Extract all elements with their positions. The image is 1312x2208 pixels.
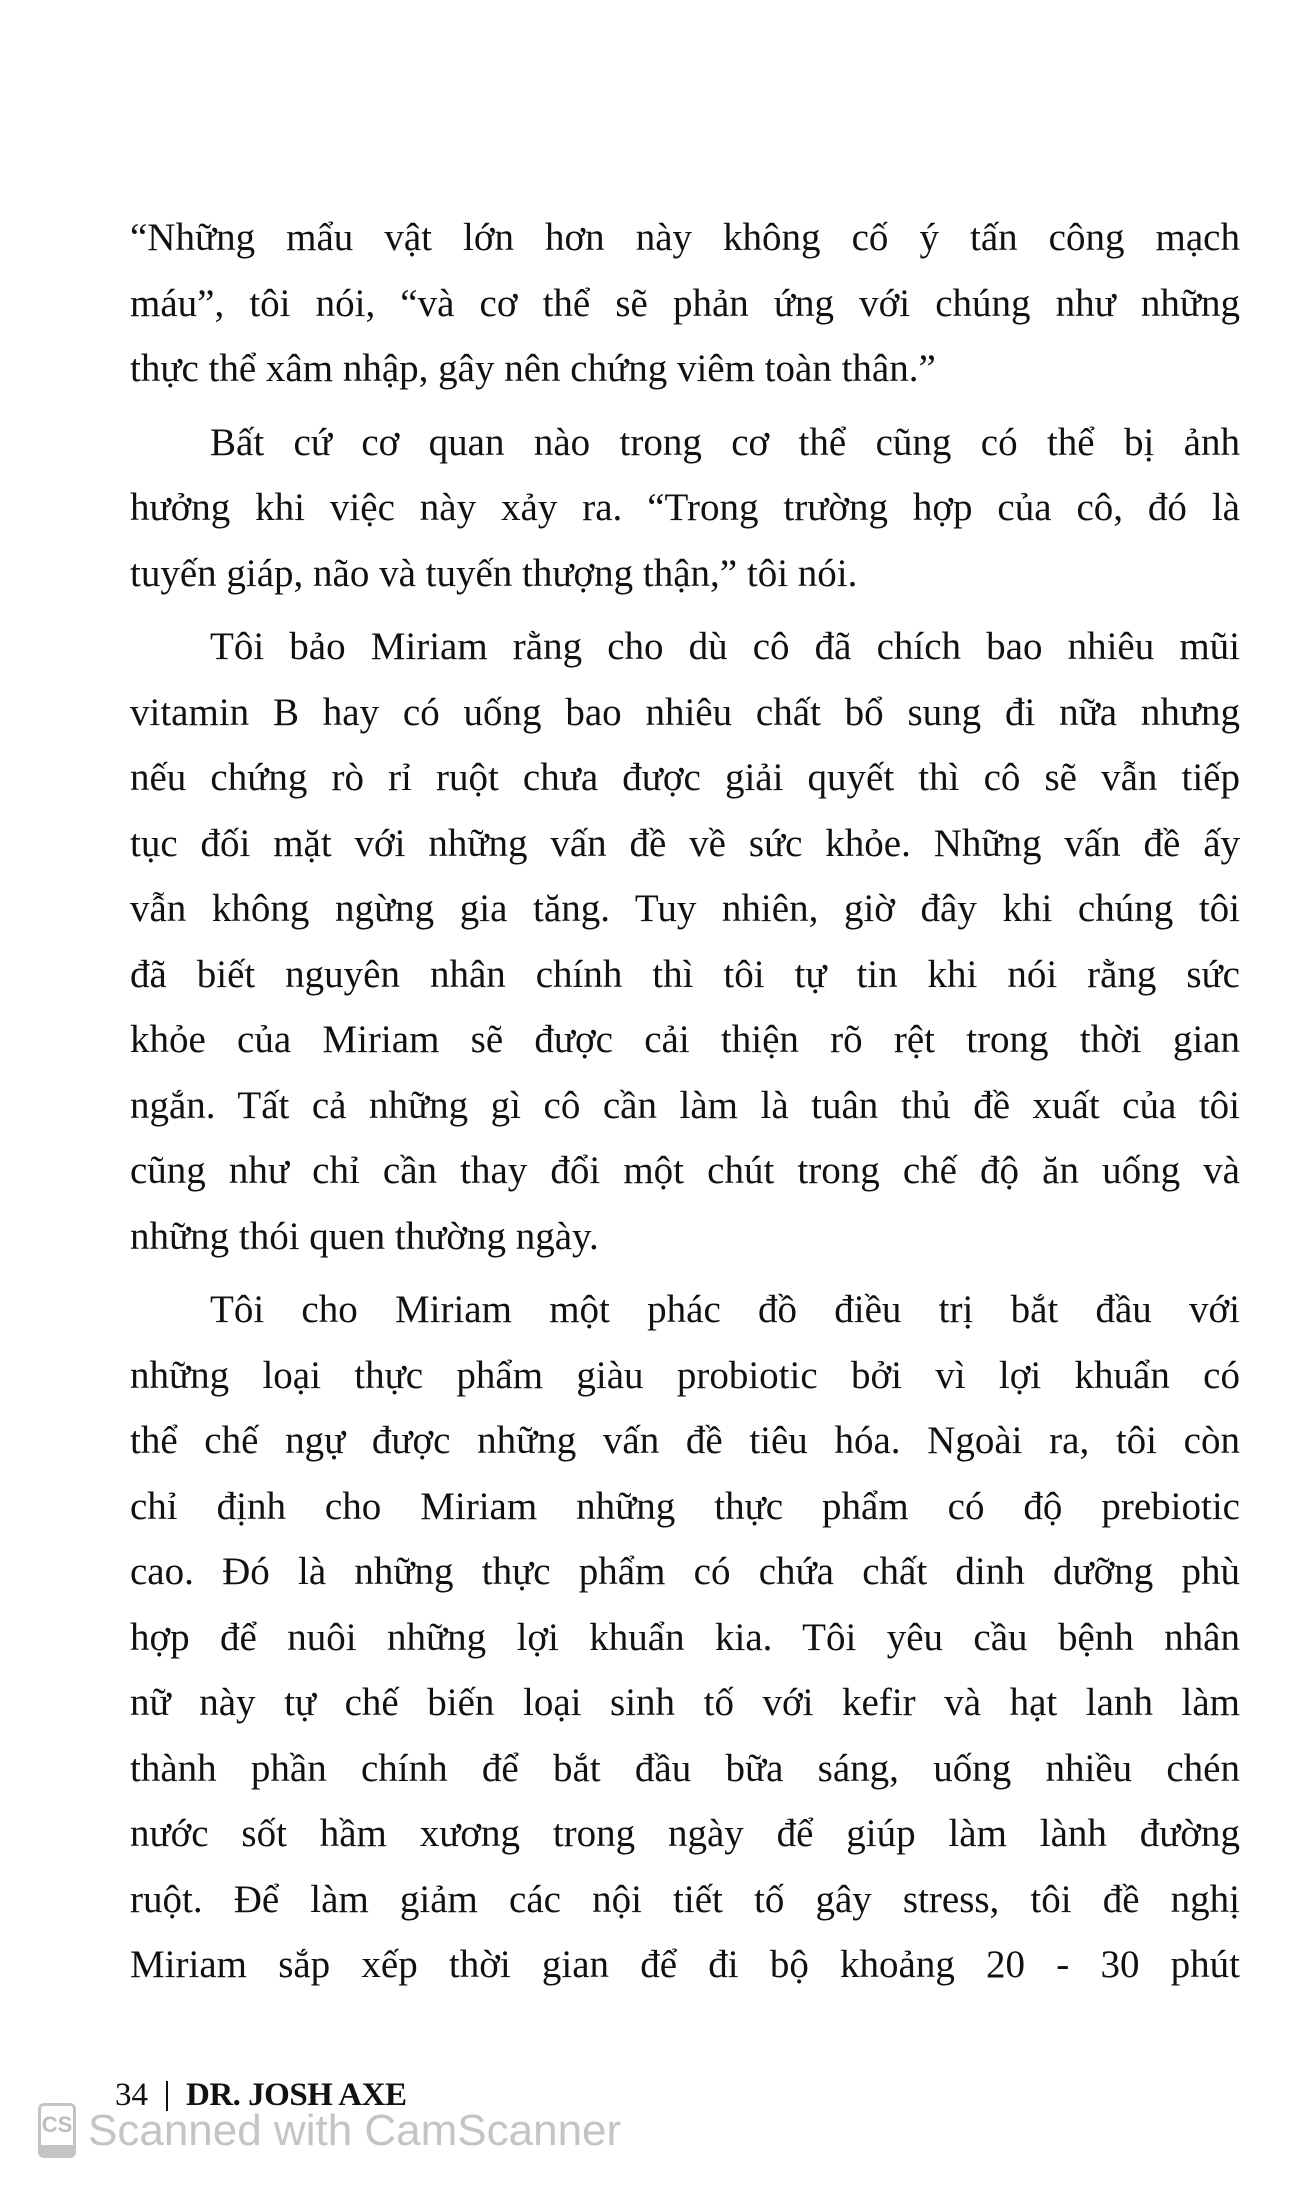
text-line: hưởng khi việc này xảy ra. “Trong trường hợp của cô, đó là xyxy=(130,486,1240,529)
text-line: nếu chứng rò rỉ ruột chưa được giải quyết thì cô sẽ vẫn tiếp xyxy=(130,756,1240,799)
text-line: những thói quen thường ngày. xyxy=(130,1214,599,1258)
text-line: cũng như chỉ cần thay đổi một chút trong chế độ ăn uống và xyxy=(130,1149,1240,1192)
text-line: Tôi cho Miriam một phác đồ điều trị bắt đầu với xyxy=(210,1288,1240,1331)
camscanner-logo-icon: CS xyxy=(38,2103,76,2158)
paragraph xyxy=(130,410,1240,607)
text-line: máu”, tôi nói, “và cơ thể sẽ phản ứng với chúng như những xyxy=(130,281,1240,325)
text-line: thành phần chính để bắt đầu bữa sáng, uống nhiều chén xyxy=(130,1746,1240,1790)
running-head-author: DR. JOSH AXE xyxy=(186,2077,407,2113)
text-line: thể chế ngự được những vấn đề tiêu hóa. Ngoài ra, tôi còn xyxy=(130,1419,1240,1462)
paragraph xyxy=(130,205,1240,402)
page-number: 34 xyxy=(115,2077,148,2113)
text-line: đã biết nguyên nhân chính thì tôi tự tin khi nói rằng sức xyxy=(130,952,1240,996)
text-line: chỉ định cho Miriam những thực phẩm có độ prebiotic xyxy=(130,1484,1240,1528)
text-line: những loại thực phẩm giàu probiotic bởi vì lợi khuẩn có xyxy=(130,1353,1240,1397)
text-line: ngắn. Tất cả những gì cô cần làm là tuân thủ đề xuất của tôi xyxy=(130,1083,1240,1127)
watermark-text: Scanned with CamScanner xyxy=(88,2105,622,2155)
text-line: Miriam sắp xếp thời gian để đi bộ khoảng 20 - 30 phút xyxy=(130,1943,1240,1986)
text-line: vẫn không ngừng gia tăng. Tuy nhiên, giờ đây khi chúng tôi xyxy=(130,887,1240,930)
text-line: hợp để nuôi những lợi khuẩn kia. Tôi yêu cầu bệnh nhân xyxy=(130,1615,1240,1659)
text-line: tuyến giáp, não và tuyến thượng thận,” tôi nói. xyxy=(130,551,858,595)
text-line: tục đối mặt với những vấn đề về sức khỏe. Những vấn đề ấy xyxy=(130,821,1240,865)
text-line: ruột. Để làm giảm các nội tiết tố gây stress, tôi đề nghị xyxy=(130,1877,1240,1921)
text-line: vitamin B hay có uống bao nhiêu chất bổ sung đi nữa nhưng xyxy=(130,690,1240,734)
text-line: “Những mẩu vật lớn hơn này không cố ý tấn công mạch xyxy=(130,216,1240,259)
text-line: thực thể xâm nhập, gây nên chứng viêm toàn thân.” xyxy=(130,347,936,390)
camscanner-watermark xyxy=(38,2103,621,2158)
text-line: Bất cứ cơ quan nào trong cơ thể cũng có thể bị ảnh xyxy=(210,420,1240,464)
paragraph xyxy=(130,614,1240,1269)
text-line: cao. Đó là những thực phẩm có chứa chất dinh dưỡng phù xyxy=(130,1550,1240,1593)
book-page-body xyxy=(130,205,1240,2006)
text-line: nước sốt hầm xương trong ngày để giúp làm lành đường xyxy=(130,1812,1240,1855)
text-line: nữ này tự chế biến loại sinh tố với kefir và hạt lanh làm xyxy=(130,1681,1240,1724)
text-line: khỏe của Miriam sẽ được cải thiện rõ rệt trong thời gian xyxy=(130,1018,1240,1061)
paragraph xyxy=(130,1277,1240,1998)
text-line: Tôi bảo Miriam rằng cho dù cô đã chích bao nhiêu mũi xyxy=(210,625,1240,668)
